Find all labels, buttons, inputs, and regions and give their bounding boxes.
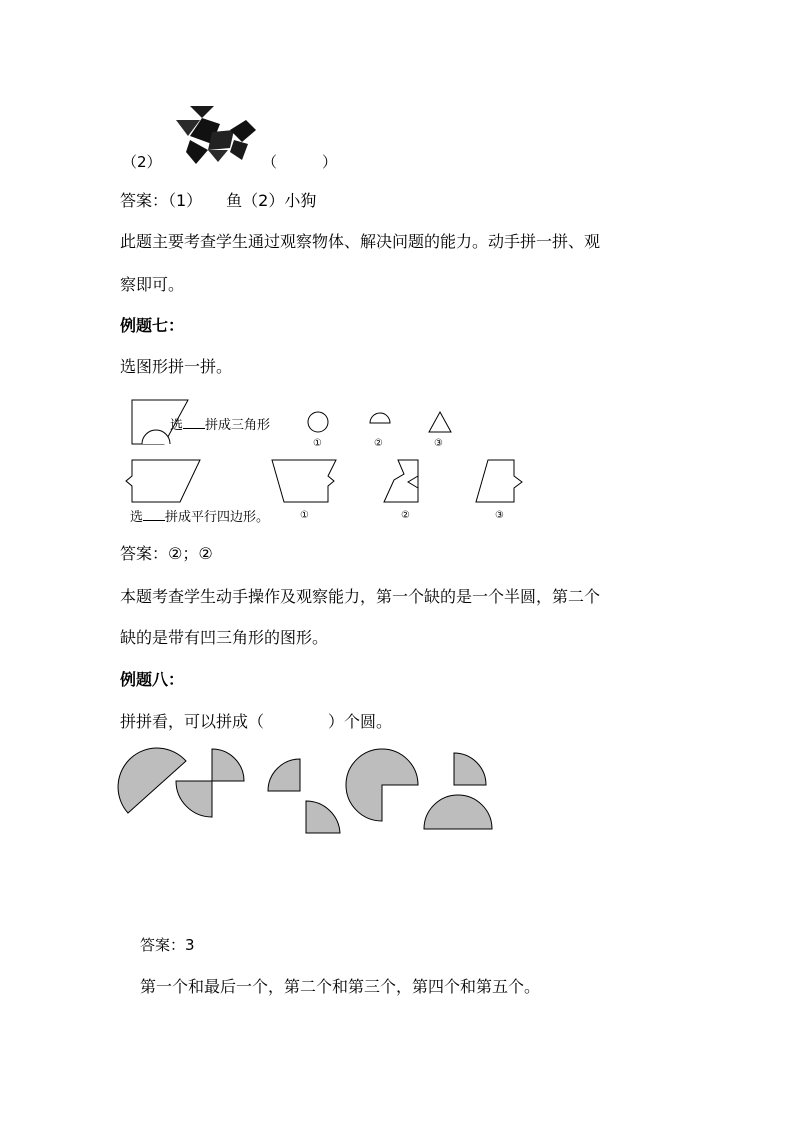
row2-select-text: 选 拼成平行四边形。: [130, 510, 270, 525]
example-7-explanation-line-2: 缺的是带有凹三角形的图形。: [120, 628, 329, 647]
option-label: ②: [374, 438, 383, 449]
option-notched-parallelogram-shape: [380, 458, 430, 508]
example-8-answer: 答案：3: [140, 936, 195, 954]
example-8-prompt: 拼拼看，可以拼成（ ）个圆。: [120, 712, 393, 731]
option-label: ②: [401, 510, 410, 521]
example-7-explanation-line-1: 本题考查学生动手操作及观察能力，第一个缺的是一个半圆，第二个: [120, 587, 601, 606]
example-7-answer: 答案：②；②: [120, 544, 213, 563]
parallelogram-with-notches-figure: [122, 458, 202, 508]
tangram-dog-figure: [172, 100, 272, 180]
option-semicircle-shape: [369, 411, 393, 427]
circle-pieces-figure: [120, 745, 500, 835]
option-trapezoid-shape: [270, 458, 340, 508]
example-8-explanation: 第一个和最后一个，第二个和第三个，第四个和第五个。: [140, 977, 541, 996]
option-label: ③: [495, 510, 504, 521]
option-label: ①: [313, 438, 322, 449]
option-label: ①: [300, 510, 309, 521]
example-7-title: 例题七：: [120, 316, 185, 335]
item2-label: （2）: [122, 153, 162, 171]
answer-1: 答案：（1） 鱼（2）小狗: [120, 191, 317, 210]
explanation-1-line-2: 察即可。: [120, 275, 185, 294]
option-triangle-shape: [429, 411, 453, 435]
example-8-title: 例题八：: [120, 670, 185, 689]
item2-answer-blank: （ ）: [262, 153, 338, 171]
row1-select-text: 选 拼成三角形: [170, 418, 271, 433]
option-circle-shape: [307, 411, 331, 435]
example-7-prompt: 选图形拼一拼。: [120, 357, 233, 376]
explanation-1-line-1: 此题主要考查学生通过观察物体、解决问题的能力。动手拼一拼、观: [120, 232, 601, 251]
option-diamond-notch-shape: [474, 458, 524, 508]
option-label: ③: [434, 438, 443, 449]
